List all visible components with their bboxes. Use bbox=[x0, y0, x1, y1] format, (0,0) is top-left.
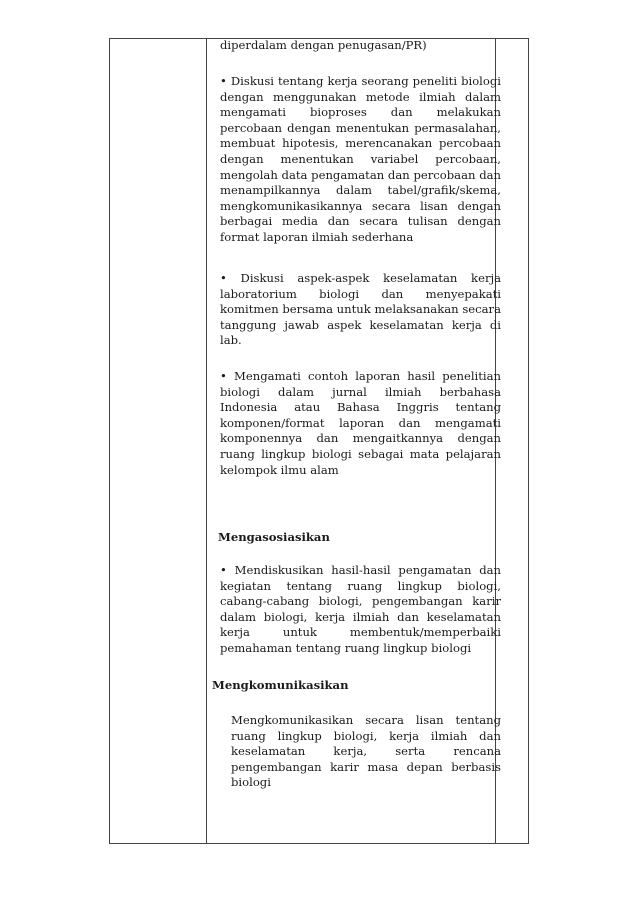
heading-mengasosiasikan: Mengasosiasikan bbox=[218, 530, 330, 544]
communicate-text: Mengkomunikasikan secara lisan tentang ruang lingkup biologi, kerja ilmiah dan keselamatan kerja, serta rencana pengembangan karir masa depan berbasis biologi bbox=[231, 713, 501, 790]
activity-item-research-discussion bbox=[220, 74, 501, 246]
activity-text: Diskusi tentang kerja seorang peneliti biologi dengan menggunakan metode ilmiah dalam mengamati bioproses dan melakukan percobaan dengan menentukan permasalahan, membuat hipotesis, merencanakan percobaan dengan menentukan variabel percobaan, mengolah data pengamatan dan percobaan dan menampilkannya dalam tabel/grafik/skema, mengkomunikasikannya secara lisan dengan berbagai media dan secara tulisan dengan format laporan ilmiah sederhana bbox=[220, 74, 502, 244]
column-divider-left bbox=[206, 39, 207, 843]
activity-item-journal-observation bbox=[220, 369, 501, 478]
bullet: • bbox=[220, 563, 227, 577]
associate-item bbox=[220, 563, 501, 657]
activity-text: Diskusi aspek-aspek keselamatan kerja laboratorium biologi dan menyepakati komitmen bersama untuk melaksanakan secara tanggung jawab aspek keselamatan kerja di lab. bbox=[220, 271, 501, 348]
bullet: • bbox=[220, 74, 227, 88]
bullet: • bbox=[220, 271, 227, 285]
activity-text: Mengamati contoh laporan hasil penelitian biologi dalam jurnal ilmiah berbahasa Indonesia atau Bahasa Inggris tentang komponen/format laporan dan mengamati komponennya dan mengaitkannya dengan ruang lingkup biologi sebagai mata pelajaran kelompok ilmu alam bbox=[220, 369, 501, 477]
bullet: • bbox=[220, 369, 227, 383]
associate-text: Mendiskusikan hasil-hasil pengamatan dan kegiatan tentang ruang lingkup biologi, cabang-cabang biologi, pengembangan karir dalam biologi, kerja ilmiah dan keselamatan kerja untuk membentuk/memperbaiki pemahaman tentang ruang lingkup biologi bbox=[220, 563, 502, 655]
continuation-text: diperdalam dengan penugasan/PR) bbox=[220, 38, 427, 52]
activity-item-safety-discussion bbox=[220, 271, 501, 349]
heading-mengkomunikasikan: Mengkomunikasikan bbox=[212, 678, 349, 692]
